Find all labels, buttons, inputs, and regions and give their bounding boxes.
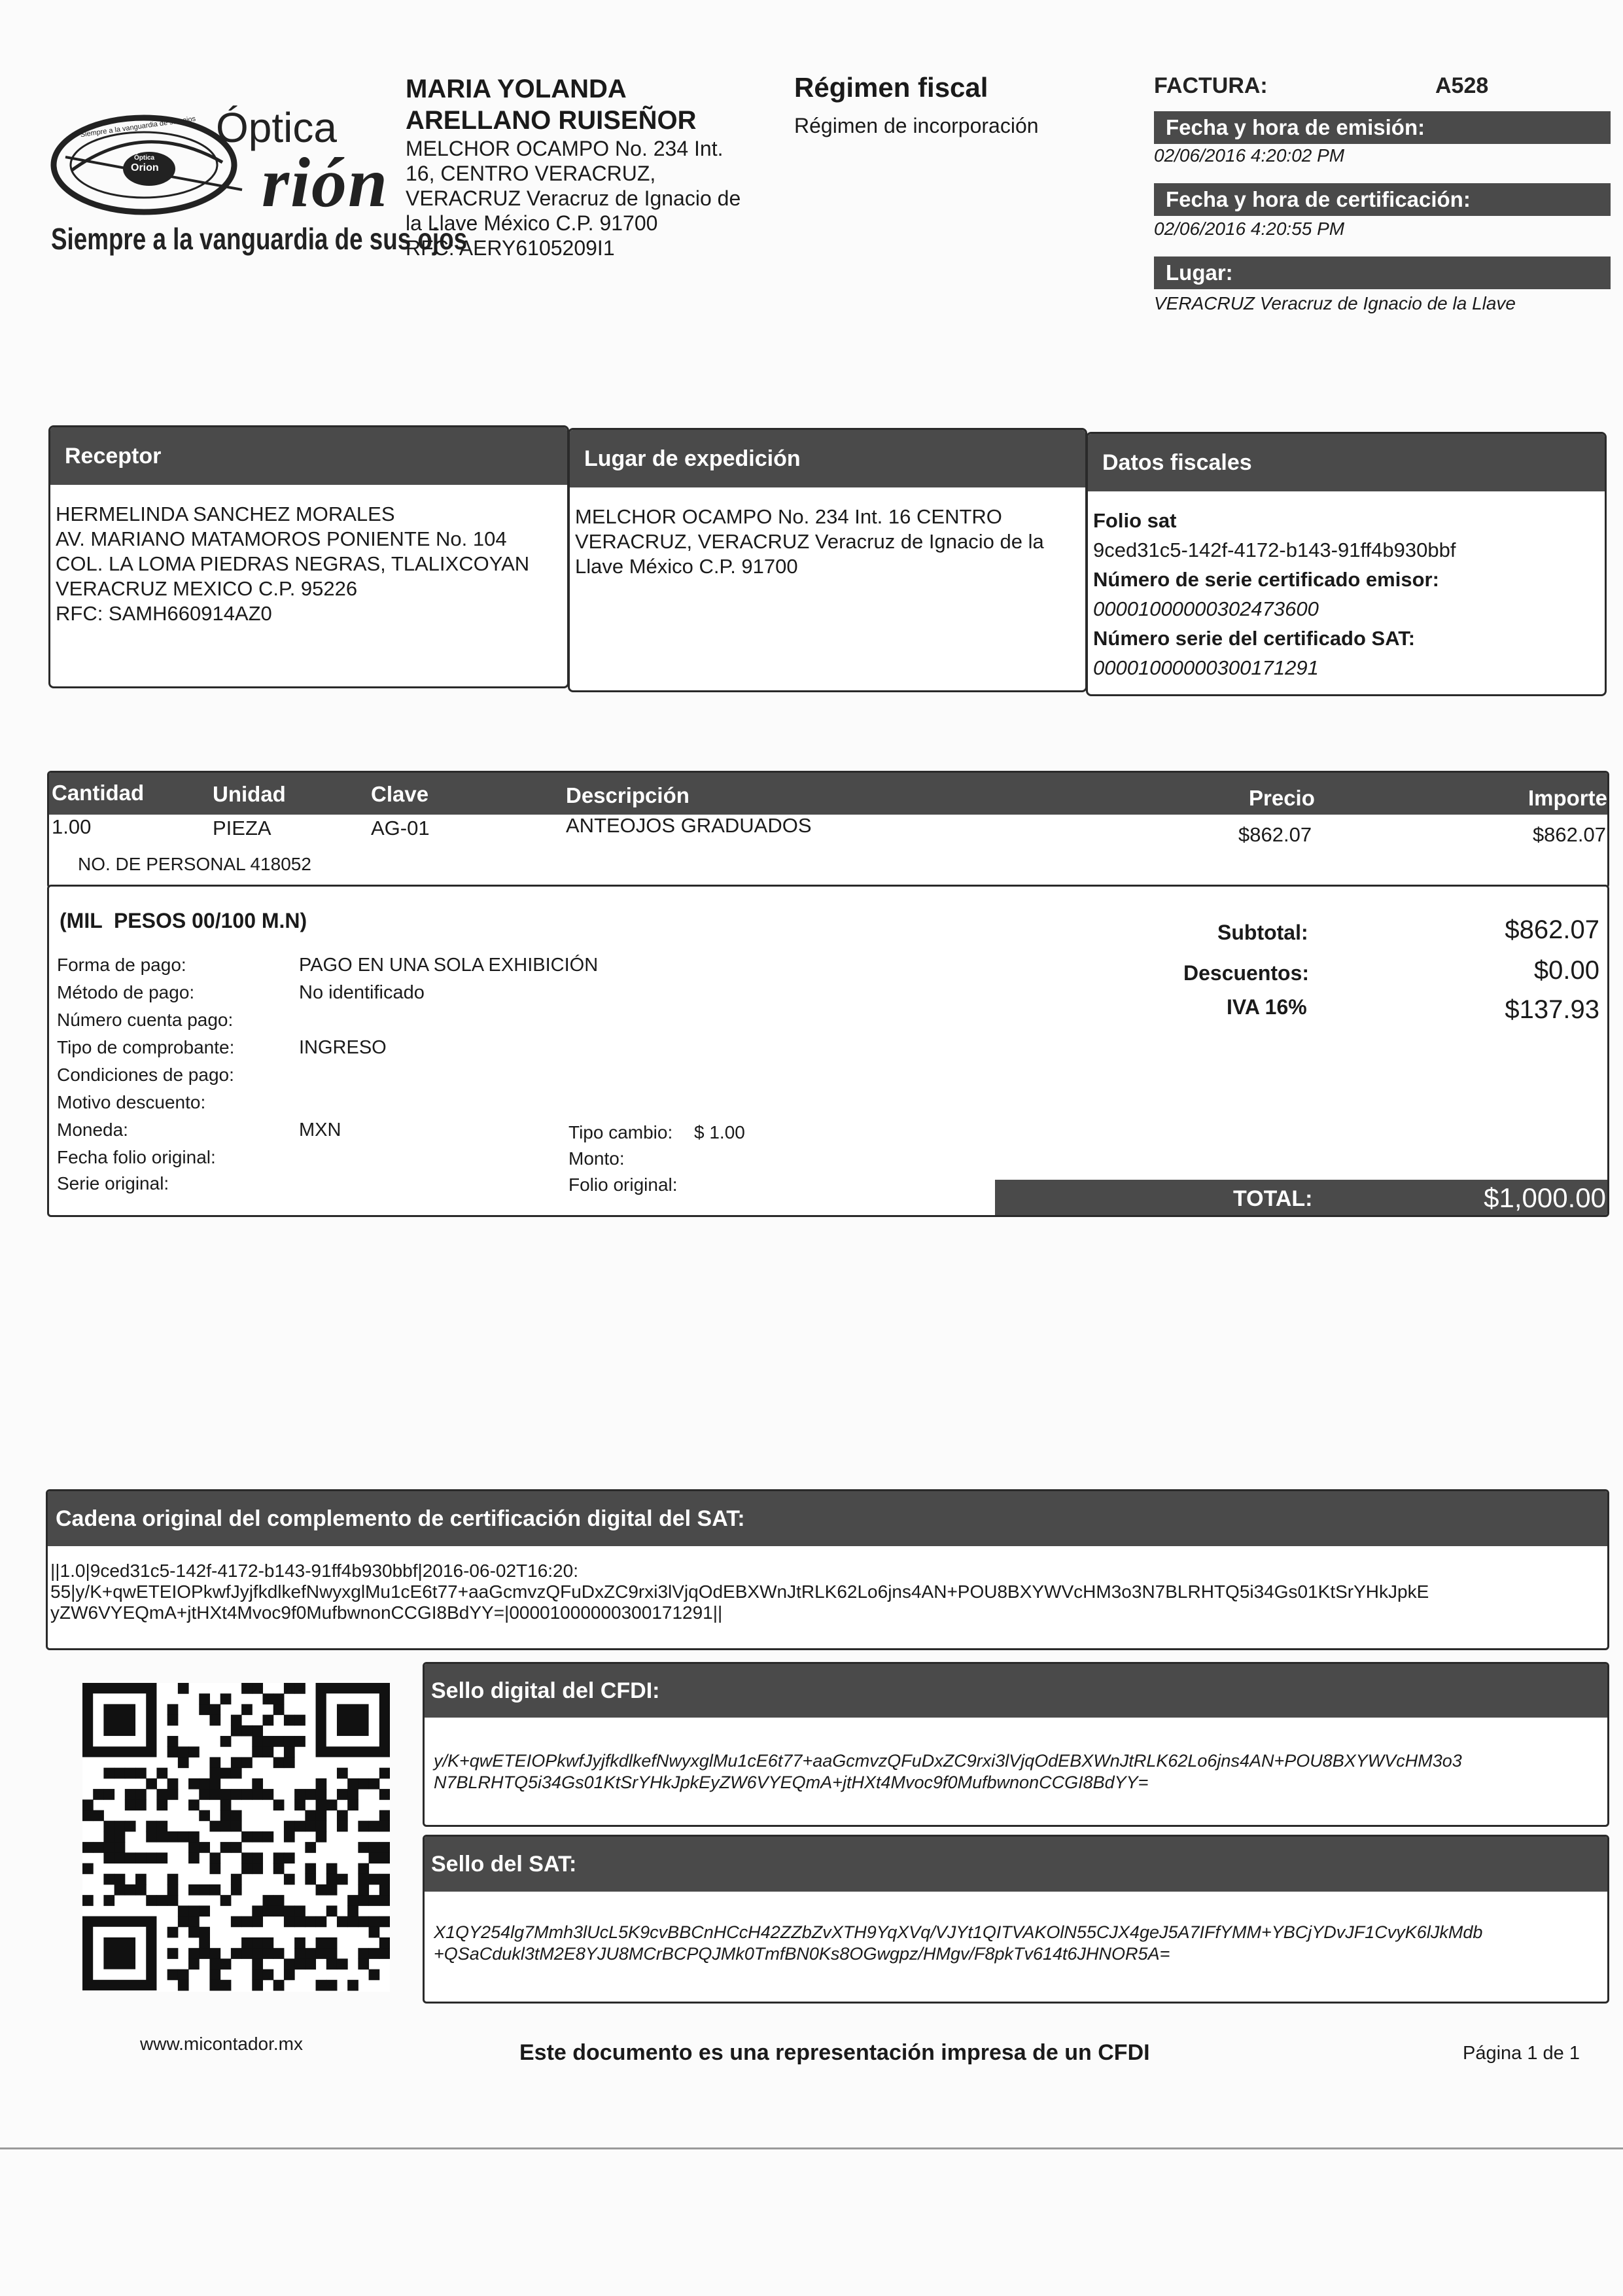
receptor-line: VERACRUZ MEXICO C.P. 95226 — [56, 577, 358, 600]
col-clave: Clave — [371, 782, 429, 806]
regimen-value: Régimen de incorporación — [794, 114, 1039, 137]
cadena-line: 55|y/K+qwETEIOPkwfJyjfkdlkefNwyxglMu1cE6t77+aaGcmvzQFuDxZC9rxi3lVjqOdEBXWnJtRLK62Lo6jns4AN+POU8BXYWVcHM3o3N7BLRHTQ5i34Gs01KtSrYHkJpkE — [50, 1581, 1429, 1602]
amount-in-words: (MIL PESOS 00/100 M.N) — [60, 909, 307, 932]
emisor-rfc: RFC: AERY6105209I1 — [406, 236, 615, 260]
emision-label: Fecha y hora de emisión: — [1166, 115, 1425, 139]
emisor-block — [406, 73, 772, 260]
certificacion-header — [1154, 183, 1611, 216]
personal-note: NO. DE PERSONAL 418052 — [78, 854, 311, 874]
receptor-panel — [48, 425, 569, 688]
sello-sat-line: X1QY254lg7Mmh3lUcL5K9cvBBCnHCcH42ZZbZvXTH9YqXVq/VJYt1QITVAKOlN55CJX4geJ5A7IFfYMM+YBCjYDvJF1CvyK6lJkMdb — [434, 1922, 1483, 1942]
cell-importe: $862.07 — [1532, 823, 1606, 846]
cell-precio: $862.07 — [1238, 823, 1312, 846]
cell-clave: AG-01 — [371, 817, 430, 839]
logo-badge-line2: Orion — [131, 162, 159, 173]
lugar-value: VERACRUZ Veracruz de Ignacio de la Llave — [1154, 293, 1516, 313]
cell-cantidad: 1.00 — [52, 815, 92, 838]
receptor-title: Receptor — [65, 443, 162, 468]
emisor-address-line: la Llave México C.P. 91700 — [406, 211, 658, 235]
certificacion-label: Fecha y hora de certificación: — [1166, 187, 1471, 211]
logo-brand-top: Óptica — [216, 104, 337, 151]
tipo-cambio-value: $ 1.00 — [694, 1122, 745, 1142]
tipo-cambio-label: Tipo cambio: — [568, 1122, 673, 1142]
emision-header — [1154, 111, 1611, 144]
expedicion-line: Llave México C.P. 91700 — [575, 555, 798, 578]
field-label: Condiciones de pago: — [57, 1065, 234, 1085]
expedicion-header — [570, 430, 1085, 487]
serie-emisor-label: Número de serie certificado emisor: — [1093, 568, 1439, 591]
sello-cfdi-line: y/K+qwETEIOPkwfJyjfkdlkefNwyxglMu1cE6t77+aaGcmvzQFuDxZC9rxi3lVjqOdEBXWnJtRLK62Lo6jns4AN+POU8BXYWVcHM3o3 — [434, 1751, 1462, 1771]
serie-sat-label: Número serie del certificado SAT: — [1093, 627, 1416, 650]
col-descripcion: Descripción — [566, 783, 689, 807]
col-unidad: Unidad — [213, 782, 286, 806]
field-label: Serie original: — [57, 1173, 169, 1193]
field-value: PAGO EN UNA SOLA EXHIBICIÓN — [299, 955, 599, 976]
expedicion-panel — [568, 428, 1087, 692]
field-label: Tipo de comprobante: — [57, 1037, 235, 1057]
expedicion-line: MELCHOR OCAMPO No. 234 Int. 16 CENTRO — [575, 505, 1002, 528]
iva-label: IVA 16% — [1227, 995, 1307, 1019]
col-cantidad: Cantidad — [52, 781, 145, 805]
total-value: $1,000.00 — [1484, 1182, 1606, 1213]
footer-page: Página 1 de 1 — [1463, 2043, 1580, 2064]
cell-unidad: PIEZA — [213, 817, 271, 839]
cadena-panel — [46, 1489, 1609, 1650]
field-value: INGRESO — [299, 1037, 387, 1058]
emision-value: 02/06/2016 4:20:02 PM — [1154, 145, 1345, 166]
sello-sat-header — [425, 1837, 1607, 1892]
sello-sat-panel — [423, 1835, 1609, 2004]
emisor-address-line: VERACRUZ Veracruz de Ignacio de — [406, 186, 741, 210]
qr-code-icon — [82, 1683, 390, 1992]
qr-code-graphic — [82, 1683, 390, 1992]
emisor-address-line: 16, CENTRO VERACRUZ, — [406, 162, 656, 185]
sello-cfdi-title: Sello digital del CFDI: — [431, 1678, 660, 1703]
field-label: Moneda: — [57, 1120, 128, 1140]
total-bar — [995, 1180, 1607, 1217]
folio-sat-value: 9ced31c5-142f-4172-b143-91ff4b930bbf — [1093, 539, 1456, 561]
items-header-row — [49, 773, 1607, 815]
cadena-title: Cadena original del complemento de certificación digital del SAT: — [56, 1506, 745, 1531]
folio-sat-label: Folio sat — [1093, 509, 1177, 532]
logo-tagline: Siempre a la vanguardia de sus ojos — [51, 222, 468, 256]
col-importe: Importe — [1527, 786, 1607, 810]
footer-divider — [0, 2147, 1623, 2149]
regimen-title: Régimen fiscal — [794, 72, 988, 103]
field-label: Método de pago: — [57, 982, 195, 1002]
certificacion-value: 02/06/2016 4:20:55 PM — [1154, 219, 1345, 239]
total-label: TOTAL: — [1233, 1186, 1313, 1211]
emisor-address-line: MELCHOR OCAMPO No. 234 Int. — [406, 137, 724, 160]
receptor-line: COL. LA LOMA PIEDRAS NEGRAS, TLALIXCOYAN — [56, 552, 530, 575]
cell-descripcion: ANTEOJOS GRADUADOS — [566, 814, 812, 837]
footer-website: www.micontador.mx — [140, 2034, 303, 2054]
folio-original-label: Folio original: — [568, 1174, 678, 1195]
cadena-line: yZW6VYEQmA+jtHXt4Mvoc9f0MufbwnonCCGI8BdYY=|00001000000300171291|| — [50, 1602, 723, 1623]
subtotal-label: Subtotal: — [1217, 921, 1308, 944]
cadena-header — [48, 1491, 1607, 1546]
datos-fiscales-header — [1088, 434, 1605, 491]
sello-sat-title: Sello del SAT: — [431, 1851, 577, 1877]
lugar-header — [1154, 256, 1611, 289]
expedicion-title: Lugar de expedición — [584, 446, 801, 471]
lugar-label: Lugar: — [1166, 260, 1233, 285]
factura-label: FACTURA: — [1154, 73, 1268, 98]
sello-cfdi-panel — [423, 1662, 1609, 1827]
serie-sat-value: 00001000000300171291 — [1093, 656, 1319, 679]
sello-cfdi-line: N7BLRHTQ5i34Gs01KtSrYHkJpkEyZW6VYEQmA+jtHXt4Mvoc9f0MufbwnonCCGI8BdYY= — [434, 1773, 1149, 1792]
field-value: No identificado — [299, 982, 425, 1003]
monto-label: Monto: — [568, 1148, 625, 1169]
datos-fiscales-panel — [1086, 432, 1607, 696]
field-label: Número cuenta pago: — [57, 1010, 234, 1030]
expedicion-line: VERACRUZ, VERACRUZ Veracruz de Ignacio de la — [575, 530, 1044, 553]
descuentos-label: Descuentos: — [1183, 961, 1310, 985]
sello-sat-line: +QSaCdukl3tM2E8YJU8MCrBCPQJMk0TmfBN0Ks8OGwgpz/HMgv/F8pkTv614t6JHNOR5A= — [434, 1944, 1170, 1964]
emisor-name-line1: MARIA YOLANDA — [406, 75, 627, 103]
factura-number: A528 — [1435, 73, 1489, 98]
field-label: Fecha folio original: — [57, 1147, 216, 1167]
cadena-line: ||1.0|9ced31c5-142f-4172-b143-91ff4b930bbf|2016-06-02T16:20: — [50, 1561, 578, 1581]
col-precio: Precio — [1249, 786, 1315, 810]
summary-panel — [47, 885, 1609, 1217]
emisor-name-line2: ARELLANO RUISEÑOR — [406, 106, 697, 135]
iva-value: $137.93 — [1505, 995, 1599, 1024]
receptor-line: HERMELINDA SANCHEZ MORALES — [56, 503, 395, 525]
footer-statement: Este documento es una representación impresa de un CFDI — [519, 2040, 1150, 2065]
items-table — [47, 771, 1609, 889]
field-label: Forma de pago: — [57, 955, 186, 975]
field-label: Motivo descuento: — [57, 1092, 206, 1112]
receptor-rfc: RFC: SAMH660914AZ0 — [56, 602, 272, 625]
logo-brand-main: rión — [262, 144, 389, 222]
receptor-header — [50, 427, 567, 485]
logo-ring-text: Siempre a la vanguardia de sus ojos — [80, 115, 196, 139]
datos-fiscales-title: Datos fiscales — [1102, 450, 1252, 475]
receptor-line: AV. MARIANO MATAMOROS PONIENTE No. 104 — [56, 527, 507, 550]
descuentos-value: $0.00 — [1533, 956, 1599, 985]
logo-badge-line1: Óptica — [134, 154, 155, 162]
subtotal-value: $862.07 — [1505, 915, 1599, 944]
sello-cfdi-header — [425, 1664, 1607, 1718]
field-value: MXN — [299, 1120, 341, 1140]
serie-emisor-value: 00001000000302473600 — [1093, 597, 1319, 620]
